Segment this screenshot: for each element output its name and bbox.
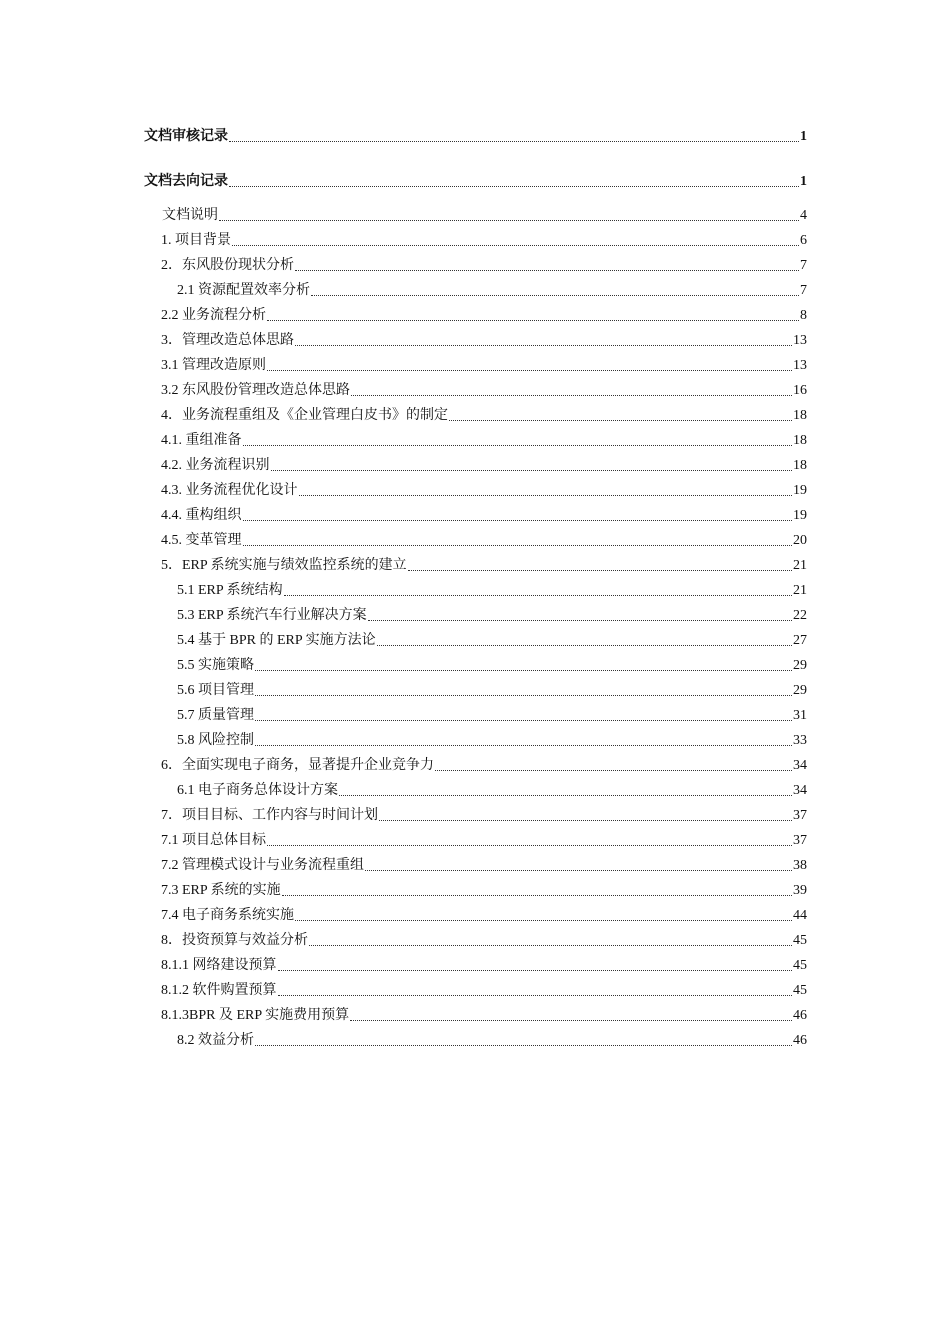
toc-entry[interactable] (161, 532, 807, 550)
toc-entry[interactable] (161, 932, 807, 950)
toc-entry[interactable] (161, 407, 807, 425)
toc-entry-label: 6．全面实现电子商务，显著提升企业竞争力 (161, 758, 434, 773)
toc-entry-page: 46 (793, 1033, 807, 1048)
toc-leader-dots (379, 820, 792, 821)
toc-entry-label: 5.7 质量管理 (177, 708, 254, 723)
toc-entry-page: 19 (793, 483, 807, 498)
toc-entry[interactable] (161, 957, 807, 975)
toc-entry-page: 6 (800, 233, 807, 248)
toc-entry[interactable] (161, 357, 807, 375)
toc-entry-label: 6.1 电子商务总体设计方案 (177, 783, 338, 798)
toc-entry-label: 8.1.2 软件购置预算 (161, 983, 277, 998)
toc-entry-label: 文档说明 (162, 208, 218, 223)
toc-entry[interactable] (177, 732, 807, 750)
toc-entry[interactable] (161, 807, 807, 825)
toc-entry-page: 27 (793, 633, 807, 648)
toc-entry-label: 4.1. 重组准备 (161, 433, 242, 448)
toc-entry[interactable] (177, 707, 807, 725)
toc-leader-dots (271, 470, 793, 471)
toc-leader-dots (267, 320, 799, 321)
toc-entry-label: 4.5. 变革管理 (161, 533, 242, 548)
toc-entry-page: 46 (793, 1008, 807, 1023)
toc-entry-page: 7 (800, 283, 807, 298)
toc-entry-label: 8.1.3BPR 及 ERP 实施费用预算 (161, 1008, 350, 1023)
toc-entry-page: 29 (793, 683, 807, 698)
toc-entry[interactable] (161, 232, 807, 250)
toc-entry-page: 16 (793, 383, 807, 398)
toc-leader-dots (295, 270, 799, 271)
toc-entry-page: 18 (793, 408, 807, 423)
toc-leader-dots (449, 420, 792, 421)
toc-entry-label: 8．投资预算与效益分析 (161, 933, 308, 948)
toc-leader-dots (255, 720, 792, 721)
toc-entry[interactable] (177, 1032, 807, 1050)
toc-leader-dots (267, 370, 792, 371)
toc-leader-dots (309, 945, 792, 946)
toc-leader-dots (243, 545, 793, 546)
toc-entry-label: 5.3 ERP 系统汽车行业解决方案 (177, 608, 367, 623)
toc-entry[interactable] (161, 757, 807, 775)
toc-entry-page: 33 (793, 733, 807, 748)
toc-entry-label: 文档审核记录 (144, 129, 228, 144)
toc-entry-label: 文档去向记录 (144, 174, 228, 189)
toc-entry-label: 7.4 电子商务系统实施 (161, 908, 294, 923)
toc-leader-dots (229, 141, 799, 142)
toc-entry-page: 21 (793, 558, 807, 573)
toc-leader-dots (435, 770, 792, 771)
toc-leader-dots (243, 445, 793, 446)
toc-leader-dots (368, 620, 792, 621)
toc-entry-label: 4.2. 业务流程识别 (161, 458, 270, 473)
toc-entry-page: 20 (793, 533, 807, 548)
toc-leader-dots (219, 220, 799, 221)
toc-entry-label: 8.1.1 网络建设预算 (161, 958, 277, 973)
toc-leader-dots (255, 695, 792, 696)
toc-leader-dots (311, 295, 799, 296)
toc-entry-label: 5.8 风险控制 (177, 733, 254, 748)
toc-entry-page: 13 (793, 333, 807, 348)
toc-entry[interactable] (161, 1007, 807, 1025)
toc-entry-page: 39 (793, 883, 807, 898)
toc-entry-page: 31 (793, 708, 807, 723)
toc-entry-page: 4 (800, 208, 807, 223)
toc-entry[interactable] (177, 657, 807, 675)
toc-entry[interactable] (161, 382, 807, 400)
toc-entry[interactable] (161, 857, 807, 875)
toc-leader-dots (365, 870, 792, 871)
toc-entry[interactable] (161, 907, 807, 925)
toc-entry-page: 37 (793, 808, 807, 823)
toc-entry[interactable] (177, 782, 807, 800)
toc-entry-page: 45 (793, 983, 807, 998)
toc-leader-dots (339, 795, 792, 796)
toc-entry-page: 19 (793, 508, 807, 523)
toc-entry-page: 38 (793, 858, 807, 873)
toc-entry-page: 13 (793, 358, 807, 373)
toc-entry-page: 21 (793, 583, 807, 598)
toc-entry-label: 5.4 基于 BPR 的 ERP 实施方法论 (177, 633, 376, 648)
toc-leader-dots (408, 570, 792, 571)
toc-leader-dots (299, 495, 793, 496)
toc-leader-dots (284, 595, 792, 596)
toc-entry[interactable] (161, 507, 807, 525)
toc-entry-label: 5.5 实施策略 (177, 658, 254, 673)
toc-entry[interactable] (177, 682, 807, 700)
toc-entry-page: 34 (793, 758, 807, 773)
toc-entry[interactable] (177, 582, 807, 600)
toc-leader-dots (278, 995, 793, 996)
toc-entry[interactable] (177, 607, 807, 625)
toc-leader-dots (282, 895, 792, 896)
toc-entry[interactable] (161, 557, 807, 575)
toc-leader-dots (267, 845, 792, 846)
toc-entry-page: 1 (800, 129, 807, 144)
toc-entry[interactable] (161, 457, 807, 475)
toc-entry-label: 7.3 ERP 系统的实施 (161, 883, 281, 898)
toc-entry-page: 34 (793, 783, 807, 798)
toc-entry-label: 5.6 项目管理 (177, 683, 254, 698)
toc-entry-page: 22 (793, 608, 807, 623)
toc-entry-page: 8 (800, 308, 807, 323)
toc-leader-dots (295, 920, 792, 921)
toc-entry-label: 5．ERP 系统实施与绩效监控系统的建立 (161, 558, 407, 573)
toc-entry-label: 3.1 管理改造原则 (161, 358, 266, 373)
toc-entry-page: 18 (793, 458, 807, 473)
toc-entry-label: 4．业务流程重组及《企业管理白皮书》的制定 (161, 408, 448, 423)
toc-leader-dots (351, 395, 792, 396)
toc-entry[interactable] (144, 128, 807, 146)
toc-entry-page: 37 (793, 833, 807, 848)
toc-entry[interactable] (161, 832, 807, 850)
toc-entry-page: 18 (793, 433, 807, 448)
toc-entry[interactable] (162, 207, 807, 225)
toc-entry[interactable] (161, 482, 807, 500)
toc-entry[interactable] (177, 282, 807, 300)
toc-entry-page: 1 (800, 174, 807, 189)
toc-entry-label: 3．管理改造总体思路 (161, 333, 294, 348)
toc-entry-page: 7 (800, 258, 807, 273)
toc-leader-dots (232, 245, 799, 246)
toc-entry[interactable] (161, 257, 807, 275)
toc-entry-label: 4.4. 重构组织 (161, 508, 242, 523)
toc-entry-label: 3.2 东风股份管理改造总体思路 (161, 383, 350, 398)
toc-entry-page: 45 (793, 958, 807, 973)
toc-entry[interactable] (177, 632, 807, 650)
toc-entry-page: 29 (793, 658, 807, 673)
toc-leader-dots (295, 345, 792, 346)
toc-entry-label: 7．项目目标、工作内容与时间计划 (161, 808, 378, 823)
toc-leader-dots (255, 1045, 792, 1046)
toc-entry-label: 2.2 业务流程分析 (161, 308, 266, 323)
toc-entry-label: 5.1 ERP 系统结构 (177, 583, 283, 598)
toc-entry-label: 2．东风股份现状分析 (161, 258, 294, 273)
toc-entry[interactable] (161, 332, 807, 350)
toc-entry[interactable] (161, 882, 807, 900)
toc-entry-label: 1. 项目背景 (161, 233, 231, 248)
toc-entry-label: 7.1 项目总体目标 (161, 833, 266, 848)
toc-entry[interactable] (161, 982, 807, 1000)
toc-leader-dots (255, 745, 792, 746)
toc-leader-dots (243, 520, 793, 521)
toc-entry-label: 2.1 资源配置效率分析 (177, 283, 310, 298)
toc-entry-label: 4.3. 业务流程优化设计 (161, 483, 298, 498)
toc-leader-dots (278, 970, 793, 971)
toc-entry-page: 45 (793, 933, 807, 948)
toc-leader-dots (350, 1020, 792, 1021)
toc-leader-dots (229, 186, 799, 187)
toc-entry-label: 8.2 效益分析 (177, 1033, 254, 1048)
toc-leader-dots (255, 670, 792, 671)
toc-entry[interactable] (161, 307, 807, 325)
toc-leader-dots (377, 645, 792, 646)
toc-entry[interactable] (144, 173, 807, 191)
toc-entry-label: 7.2 管理模式设计与业务流程重组 (161, 858, 364, 873)
toc-entry[interactable] (161, 432, 807, 450)
toc-entry-page: 44 (793, 908, 807, 923)
